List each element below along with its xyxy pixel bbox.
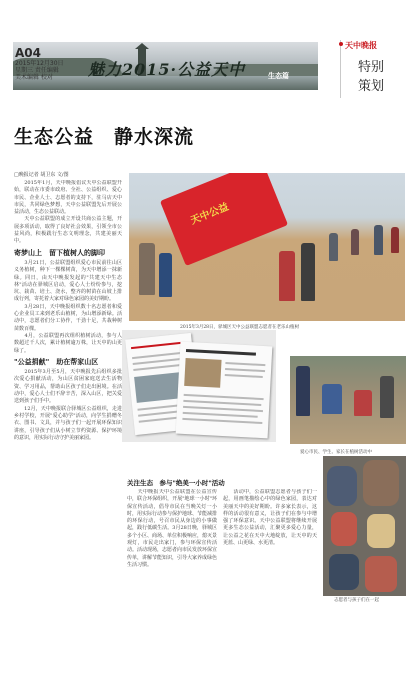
byline: □晚报记者 胡卫东 文/图: [14, 172, 69, 178]
special-label-line1: 特别: [358, 60, 385, 75]
photo-caption: 爱心市民、学生、家长在植树活动中: [300, 450, 372, 455]
banner-meta-line: 美术编辑 校对: [15, 74, 53, 81]
paragraph: 活动中，公益联盟志愿者与孩子们一起，用画笔描绘心中的绿色家园，表达对美丽天中的美好期盼。许多家长表示，这样的活动很有意义，让孩子们在参与中增强了环保意识。天中公益联盟将继续开展更多生态公益活动，汇聚更多爱心力量，让公益之花在天中大地绽放，让天中的天更蓝、山更绿、水更清。: [223, 489, 317, 547]
article-column-2: [127, 489, 217, 617]
photo-caption: 志愿者与孩子们在一起: [334, 598, 379, 603]
newspaper-clippings-photo: [122, 330, 276, 442]
headline: 生态公益 静水深流: [14, 126, 195, 148]
red-flag-image: [160, 173, 288, 266]
banner-meta-line: 2015年12月30日: [15, 60, 64, 67]
subheading: "公益捐献" 助在帮家山区: [14, 357, 99, 366]
banner-meta-line: 星期三 责任编辑: [15, 67, 59, 74]
banner-title: 魅力2015·公益天中: [88, 60, 246, 79]
page-number: A04: [15, 46, 41, 60]
article-column-1: [14, 180, 122, 582]
volunteers-with-children-photo: [323, 456, 406, 596]
special-tag: 天中晚报: [345, 41, 377, 50]
paragraph: 4月，公益联盟再次组织植树活动，参与人数超过千人次，累计植树逾万株，让天中的山更绿了。: [14, 332, 122, 354]
kids-planting-photo: [290, 356, 406, 444]
subheading: 寄梦山上 留下植树人的脚印: [14, 248, 105, 257]
paragraph: 3月28日，天中晚报组织数十名志愿者和爱心企业员工来到老乐山植树，为山增添新绿。活动中，志愿者们分工协作，干劲十足，共栽种树苗数百棵。: [14, 303, 122, 332]
special-label-line2: 策划: [358, 79, 385, 94]
photo-caption: 2015年3月28日，驿城区天中公益联盟志愿者在老乐山植树: [180, 325, 300, 330]
paragraph: 3月21日，公益联盟组织爱心市民前往山区义务植树，种下一棵棵树苗，为天中增添一抹新绿。同日，由天中晚报发起的"共建天中生态林"活动在驿城区启动，爱心人士纷纷参与，挖坑、栽苗、培土、浇水，整齐的树苗在山坡上排成行列，寄托着大家对绿色家园的美好期盼。: [14, 259, 122, 303]
flag-text-image: 天中公益: [189, 201, 231, 227]
paragraph: 天中公益联盟的成立开设共商公益主题，开展多项活动，取得了良好社会效果，引领全市公益风尚，积极践行生态文明理念，共建美丽天中。: [14, 216, 122, 245]
paragraph: 2015年3月至5月，天中晚报先后组织多批次爱心捐献活动，为山区贫困家庭送去生活物资、学习用品，帮助山区孩子们走出困境。在活动中，爱心人士们不辞辛苦，深入山区，把关爱送到孩子们手中。: [14, 369, 122, 405]
banner-meta: [15, 60, 95, 81]
article-column-3: [223, 489, 317, 617]
paragraph: 2015年1月，天中晚报倡议天中公益联盟开始，联动在市委市政府、全社、公益组织、爱心市民、企业人士、志愿者的支持下，驻马店天中市民，共同绿色梦想，天中公益联盟先后开展公益活动，生态公益联动。: [14, 180, 122, 216]
banner-edition: 生态篇: [268, 72, 289, 80]
tree-planting-photo: [129, 173, 405, 321]
paragraph: 天中晚报天中公益联盟在公益宣传中，联合环保组织，开展"地球一小时"环保宣传活动，倡导市民在当晚关灯一小时，用实际行动参与保护地球、节能减排的环保行动，号召市民从身边的小事做起，践行低碳生活。3月28日晚，驿城区多个小区、商场、单位积极响应，熄灭景观灯，市民走出家门，参与环保宣传活动。活动现场，志愿者向市民发放环保宣传单，讲解节能知识，引导大家养成绿色生活习惯。: [127, 489, 217, 568]
paragraph: 12月，天中晚报联合驿城区公益组织，走进乡村学校，开展"爱心助学"活动，向学生捐赠冬衣、图书、文具，并与孩子们一起开展环保知识讲座，引导孩子们从小树立节约资源、保护环境的意识，用实际行动守护美丽家园。: [14, 405, 122, 441]
section-heading: 关注生态 参与"绝美一小时"活动: [127, 479, 225, 487]
